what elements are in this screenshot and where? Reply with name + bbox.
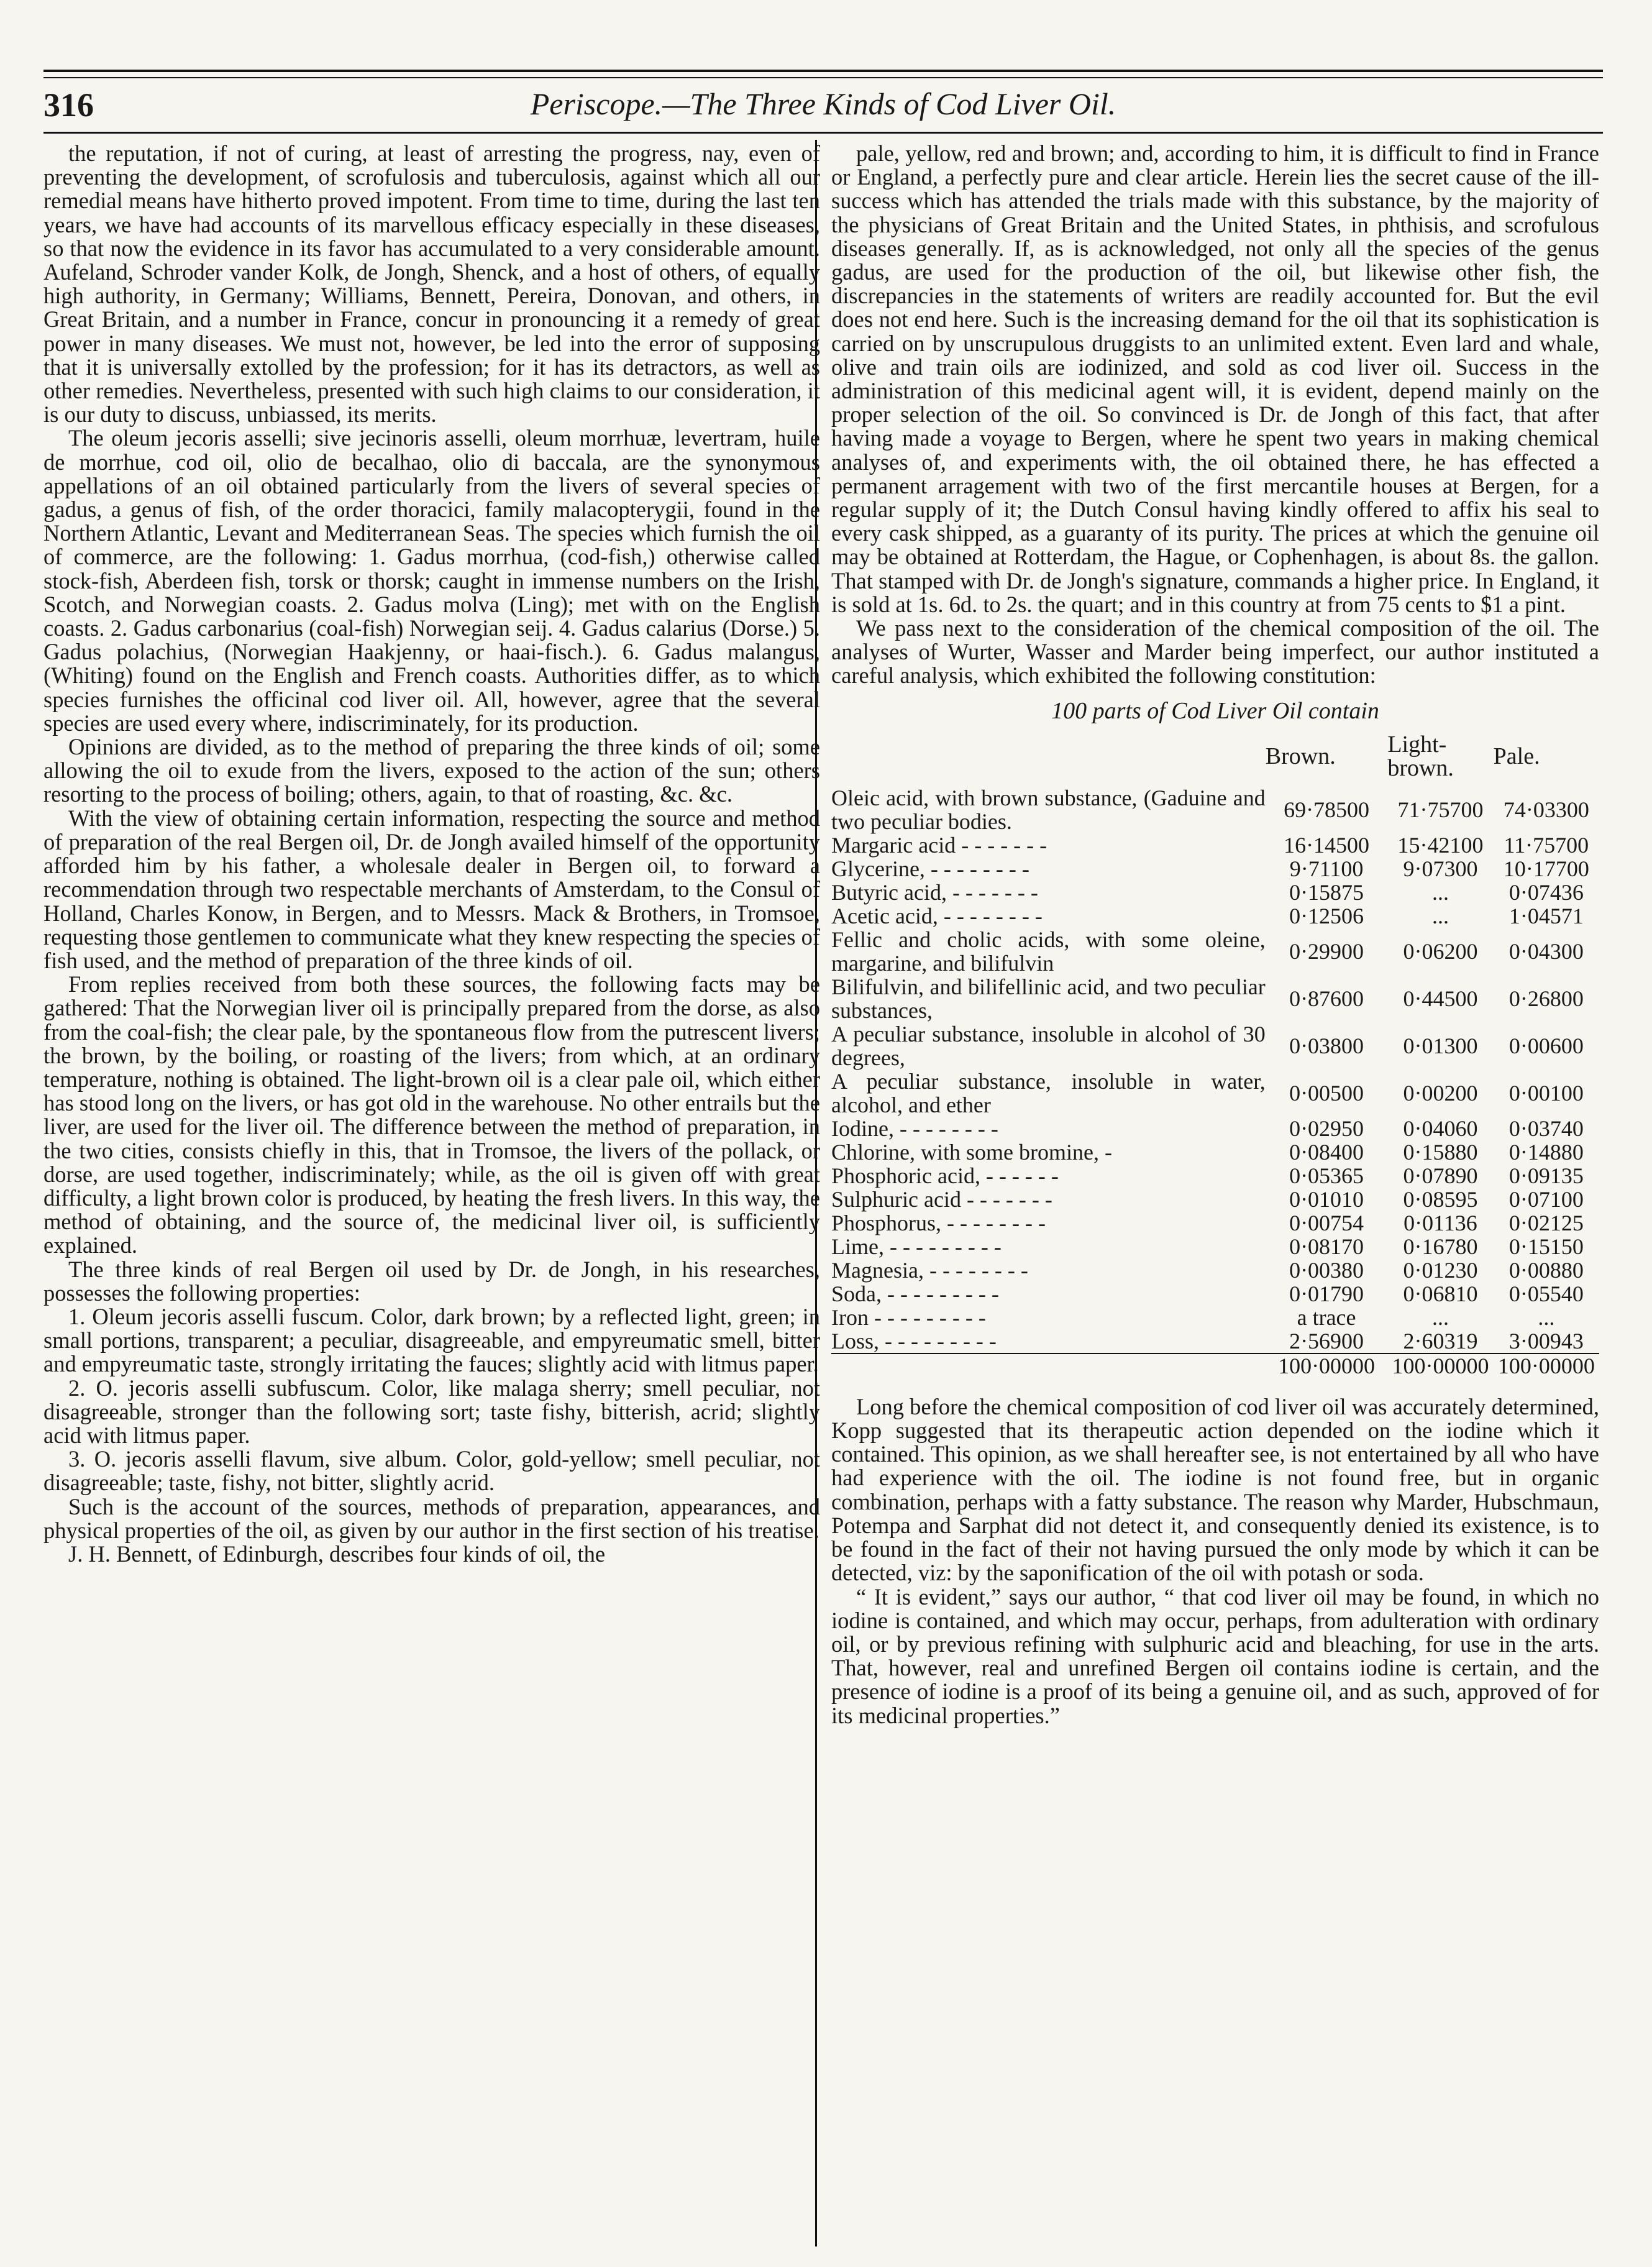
value-brown: 69·78500 [1284,797,1370,822]
paragraph: the reputation, if not of curing, at least of arresting the progress, nay, even of preventing the development, of scrofulosis and tuberculosis, against which all our remedial means have hitherto proved impotent. From time to time, during the last ten years, we have had accounts of its marvellous efficacy especially in these diseases, so that now the evidence in its favor has accumulated to a very considerable amount. Aufeland, Schroder vander Kolk, de Jongh, Shenck, and a host of others, of equally high authority, in Germany; Williams, Bennett, Pereira, Donovan, and others, in Great Britain, and a number in France, concur in pronouncing it a remedy of great power in many diseases. We must not, however, be led into the error of supposing that it is universally extolled by the profession; for it has its detractors, as well as other remedies. Nevertheless, presented with such high claims to our consideration, it is our duty to discuss, unbiassed, its merits. [43,140,820,428]
table-title: 100 parts of Cod Liver Oil contain [1051,697,1379,724]
table-row [831,881,1599,904]
value-pale: 0·03740 [1508,1115,1584,1141]
column-header-light-brown: Light-brown. [1387,731,1454,781]
value-light-brown: 0·04060 [1403,1115,1478,1141]
header-rule [43,132,1603,134]
row-label: Iodine, - - - - - - - - [831,1115,998,1141]
totals-label [831,1354,1266,1378]
row-label: Magnesia, - - - - - - - - [831,1257,1028,1283]
value-light-brown: 71·75700 [1397,797,1484,822]
value-pale: 74·03300 [1503,797,1589,822]
table-row [831,1306,1599,1329]
table-row [831,1258,1599,1282]
value-light-brown: 0·01136 [1403,1210,1477,1235]
value-brown: 0·03800 [1289,1033,1364,1058]
row-label: A peculiar substance, insoluble in water, alcohol, and ether [831,1068,1266,1117]
table-row [831,1329,1599,1353]
table-spacer [831,1378,1599,1395]
value-brown: 16·14500 [1284,832,1370,858]
value-light-brown: ... [1431,903,1449,928]
value-light-brown: ... [1431,879,1449,905]
column-divider [815,140,817,2246]
row-label: Loss, - - - - - - - - - [831,1328,997,1353]
value-pale: 0·00880 [1508,1257,1584,1283]
value-pale: 1·04571 [1508,903,1584,928]
row-label: Margaric acid - - - - - - - [831,832,1047,858]
table-header-blank [831,729,1266,786]
value-brown: 9·71100 [1289,856,1364,881]
value-light-brown: 0·07890 [1403,1163,1478,1188]
value-light-brown: 2·60319 [1403,1328,1478,1353]
paragraph: 3. O. jecoris asselli flavum, sive album. Color, gold-yellow; smell peculiar, not disagreeable; taste, fishy, not bitter, slightly acrid. [43,1446,820,1496]
value-brown: 0·00754 [1289,1210,1364,1235]
column-header-pale: Pale. [1493,743,1540,769]
row-label: Fellic and cholic acids, with some oleine, margarine, and bilifulvin [831,927,1266,976]
table-row [831,857,1599,881]
value-pale: 0·00100 [1508,1080,1584,1106]
value-brown: a trace [1297,1304,1356,1330]
value-brown: 0·00500 [1289,1080,1364,1106]
top-rule [43,70,1603,72]
page-header [43,86,1603,129]
value-brown: 0·00380 [1289,1257,1364,1283]
table-row [831,1211,1599,1235]
paragraph: Such is the account of the sources, methods of preparation, appearances, and physical properties of the oil, as given by our author in the first section of his treatise. [43,1493,820,1543]
paragraph: 2. O. jecoris asselli subfuscum. Color, like malaga sherry; smell peculiar, not disagreeable, stronger than the following sort; taste fishy, bitterish, acrid; slightly acid with litmus paper. [43,1375,820,1448]
value-brown: 0·05365 [1289,1163,1364,1188]
value-pale: 0·05540 [1508,1281,1584,1306]
page-number: 316 [43,86,94,124]
value-light-brown: 0·06200 [1403,938,1478,964]
table-row [831,1282,1599,1306]
value-pale: 0·26800 [1508,986,1584,1011]
value-brown: 0·08400 [1289,1139,1364,1165]
value-pale: 10·17700 [1503,856,1589,881]
table-row [831,1164,1599,1188]
paragraph: pale, yellow, red and brown; and, according to him, it is difficult to find in France or England, a perfectly pure and clear article. Herein lies the secret cause of the ill-success which has attended the trials made with this substance, by the majority of the physicians of Great Britain and the United States, in phthisis, and scrofulous diseases generally. If, as is acknowledged, not only all the species of the genus gadus, are used for the production of the oil, but likewise other fish, the discrepancies in the statements of writers are readily accounted for. But the evil does not end here. Such is the increasing demand for the oil that its sophistication is carried on by unscrupulous druggists to an unlimited extent. Even lard and whale, olive and train oils are iodinized, and sold as cod liver oil. Success in the administration of this medicinal agent will, it is evident, depend mainly on the proper selection of the oil. So convinced is Dr. de Jongh of this fact, that after having made a voyage to Bergen, where he spent two years in making chemical analyses of, and experiments with, the oil obtained there, he has effected a permanent arragement with two of the first mercantile houses at Bergen, for a regular supply of it; the Dutch Consul having kindly offered to affix his seal to every cask shipped, as a guaranty of its purity. The prices at which the genuine oil may be obtained at Rotterdam, the Hague, or Cophenhagen, is about 8s. the gallon. That stamped with Dr. de Jongh's signature, commands a higher price. In England, it is sold at 1s. 6d. to 2s. the quart; and in this country at from 75 cents to $1 a pint. [831,140,1599,617]
row-label: Oleic acid, with brown substance, (Gaduine and two peculiar bodies. [831,785,1266,834]
row-label: Iron - - - - - - - - - [831,1304,986,1330]
row-label: Butyric acid, - - - - - - - [831,879,1038,905]
value-pale: 0·07100 [1508,1186,1584,1212]
table-row [831,1140,1599,1164]
table-row [831,786,1599,833]
running-head: Periscope.—The Three Kinds of Cod Liver Oil. [530,86,1116,121]
value-light-brown: ... [1431,1304,1449,1330]
value-brown: 2·56900 [1289,1328,1364,1353]
value-light-brown: 0·16780 [1403,1234,1478,1259]
table-row [831,975,1599,1022]
row-label: Chlorine, with some bromine, - [831,1139,1112,1165]
value-light-brown: 0·15880 [1403,1139,1478,1165]
table-row [831,833,1599,857]
value-light-brown: 15·42100 [1397,832,1484,858]
value-pale: ... [1538,1304,1555,1330]
table-row [831,1022,1599,1069]
value-brown: 0·02950 [1289,1115,1364,1141]
composition-table [831,729,1599,1378]
row-label: Glycerine, - - - - - - - - [831,856,1029,881]
table-row [831,1117,1599,1140]
total-brown: 100·00000 [1278,1353,1376,1378]
value-light-brown: 0·01230 [1403,1257,1478,1283]
right-column [831,142,1599,1728]
totals-row [831,1354,1599,1378]
paragraph: The three kinds of real Bergen oil used by Dr. de Jongh, in his researches, possesses the following properties: [43,1256,820,1306]
table-header-row [831,729,1599,786]
value-pale: 0·14880 [1508,1139,1584,1165]
value-brown: 0·01790 [1289,1281,1364,1306]
table-row [831,1069,1599,1117]
table-row [831,1235,1599,1258]
left-column [43,142,820,1566]
value-brown: 0·15875 [1289,879,1364,905]
value-light-brown: 0·44500 [1403,986,1478,1011]
paragraph: Long before the chemical composition of cod liver oil was accurately determined, Kopp suggested that its therapeutic action depended on the iodine which it contained. This opinion, as we shall hereafter see, is not entertained by all who have had experience with the oil. The iodine is not found free, but in organic combination, perhaps with a fatty substance. The reason why Marder, Hubschmaun, Potempa and Sarphat did not detect it, and consequently denied its existence, is to be found in the fact of their not having pursued the only mode by which it can be detected, viz: by the saponification of the oil with potash or soda. [831,1393,1599,1586]
paragraph: 1. Oleum jecoris asselli fuscum. Color, dark brown; by a reflected light, green; in small portions, transparent; a peculiar, disagreeable, and empyreumatic smell, bitter and empyreumatic taste, strongly irritating the fauces; slightly acid with litmus paper. [43,1303,820,1377]
table-row [831,904,1599,928]
value-light-brown: 9·07300 [1403,856,1478,881]
column-header-brown: Brown. [1265,743,1336,769]
row-label: Phosphoric acid, - - - - - - [831,1163,1059,1188]
value-pale: 0·15150 [1508,1234,1584,1259]
paragraph: Opinions are divided, as to the method of preparing the three kinds of oil; some allowing the oil to exude from the livers, exposed to the action of the sun; others resorting to the process of boiling; others, again, to that of roasting, &c. &c. [43,734,820,807]
value-brown: 0·01010 [1289,1186,1364,1212]
row-label: Bilifulvin, and bilifellinic acid, and two peculiar substances, [831,974,1266,1023]
row-label: Lime, - - - - - - - - - [831,1234,1002,1259]
value-pale: 11·75700 [1504,832,1589,858]
paragraph: With the view of obtaining certain information, respecting the source and method of preparation of the real Bergen oil, Dr. de Jongh availed himself of the opportunity afforded him by his father, a wholesale dealer in Bergen oil, to forward a recommendation through two respectable merchants of Amsterdam, to the Consul of Holland, Charles Konow, in Bergen, and to Messrs. Mack & Brothers, in Tromsoe, requesting those gentlemen to communicate what they knew respecting the species of fish used, and the method of preparation of the three kinds of oil. [43,805,820,973]
value-pale: 3·00943 [1508,1328,1584,1353]
table-row [831,1188,1599,1211]
row-label: Soda, - - - - - - - - - [831,1281,999,1306]
value-pale: 0·00600 [1508,1033,1584,1058]
value-pale: 0·09135 [1508,1163,1584,1188]
value-light-brown: 0·01300 [1403,1033,1478,1058]
value-pale: 0·04300 [1508,938,1584,964]
table-row [831,928,1599,975]
value-brown: 0·29900 [1289,938,1364,964]
value-pale: 0·02125 [1508,1210,1584,1235]
value-light-brown: 0·00200 [1403,1080,1478,1106]
total-pale: 100·00000 [1497,1353,1595,1378]
top-rule-thin [43,77,1603,78]
value-light-brown: 0·08595 [1403,1186,1478,1212]
row-label: Sulphuric acid - - - - - - - [831,1186,1052,1212]
paragraph: We pass next to the consideration of the chemical composition of the oil. The analyses of Wurter, Wasser and Marder being imperfect, our author instituted a careful analysis, which exhibited the following constitution: [831,615,1599,689]
paragraph: The oleum jecoris asselli; sive jecinoris asselli, oleum morrhuæ, levertram, huile de morrhue, cod oil, olio de becalhao, olio di baccala, are the synonymous appellations of an oil obtained particularly from the livers of several species of gadus, a genus of fish, of the order thoracici, family malacopterygii, found in the Northern Atlantic, Levant and Mediterranean Seas. The species which furnish the oil of commerce, are the following: 1. Gadus morrhua, (cod-fish,) otherwise called stock-fish, Aberdeen fish, torsk or thorsk; caught in immense numbers on the Irish, Scotch, and Norwegian coasts. 2. Gadus molva (Ling); met with on the English coasts. 2. Gadus carbonarius (coal-fish) Norwegian seij. 4. Gadus calarius (Dorse.) 5. Gadus polachius, (Norwegian Haakjenny, or haai-fisch.). 6. Gadus malangus, (Whiting) found on the English and French coasts. Authorities differ, as to which species furnishes the officinal cod liver oil. All, however, agree that the several species are used every where, indiscriminately, for its production. [43,425,820,736]
value-brown: 0·87600 [1289,986,1364,1011]
row-label: Acetic acid, - - - - - - - - [831,903,1043,928]
paragraph: J. H. Bennett, of Edinburgh, describes four kinds of oil, the [68,1541,606,1567]
value-light-brown: 0·06810 [1403,1281,1478,1306]
row-label: A peculiar substance, insoluble in alcohol of 30 degrees, [831,1021,1266,1070]
paragraph: “ It is evident,” says our author, “ that cod liver oil may be found, in which no iodine is contained, and which may occur, perhaps, from adulteration with ordinary oil, or by previous refining with sulphuric acid and bleaching, for use in the arts. That, however, real and unrefined Bergen oil contains iodine is certain, and the presence of iodine is a proof of its being a genuine oil, and as such, approved of for its medicinal properties.” [831,1583,1599,1728]
row-label: Phosphorus, - - - - - - - - [831,1210,1046,1235]
value-pale: 0·07436 [1508,879,1584,905]
value-brown: 0·08170 [1289,1234,1364,1259]
paragraph: From replies received from both these sources, the following facts may be gathered: That the Norwegian liver oil is principally prepared from the dorse, as also from the coal-fish; the clear pale, by the spontaneous flow from the putrescent livers; the brown, by the boiling, or roasting of the livers; from which, at an ordinary temperature, nothing is obtained. The light-brown oil is a clear pale oil, which either has stood long on the livers, or has got old in the warehouse. No other entrails but the liver, are used for the liver oil. The difference between the method of preparation, in the two cities, consists chiefly in this, that in Tromsoe, the livers of the pollack, or dorse, are used together, indiscriminately; while, as the oil is given off with great difficulty, a light brown color is produced, by heating the fresh livers. In this way, the method of obtaining, and the source of, the medicinal liver oil, is sufficiently explained. [43,971,820,1258]
total-light-brown: 100·00000 [1392,1353,1489,1378]
value-brown: 0·12506 [1289,903,1364,928]
